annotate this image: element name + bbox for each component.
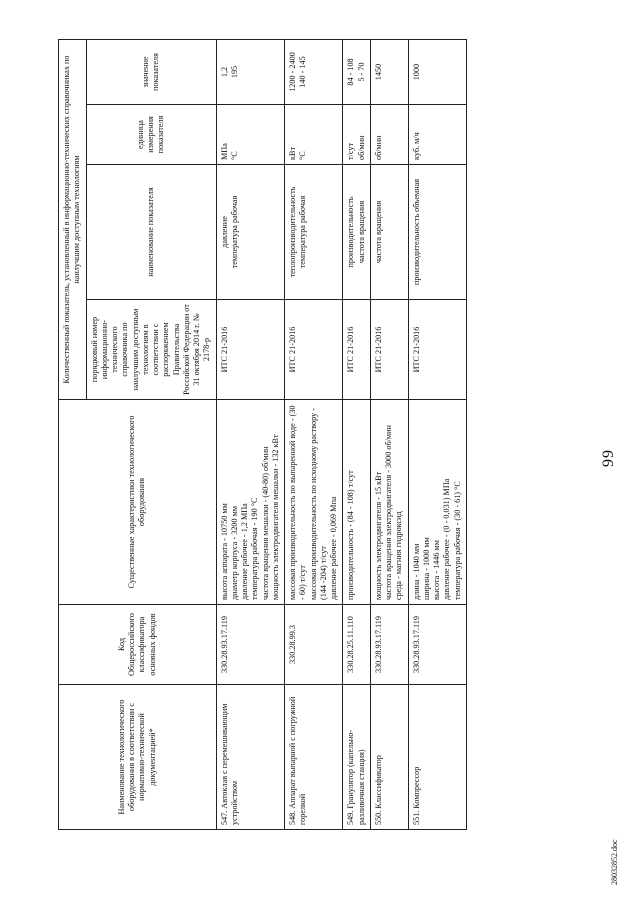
param-name: температура рабочая <box>229 195 239 269</box>
row-number: 551. <box>411 810 421 825</box>
table-row <box>370 39 408 829</box>
header-param: наименование показателя <box>86 165 216 300</box>
row-unit-cell <box>370 105 408 165</box>
row-its-cell <box>285 300 343 400</box>
row-param-cell <box>408 165 466 300</box>
param-value: 140 - 145 <box>298 56 308 88</box>
its-number: ИТС 21-2016 <box>288 326 297 373</box>
footer-code: 28032852.doc <box>610 839 619 885</box>
okof-code: 330.28.93.17.119 <box>219 616 229 674</box>
param-unit: куб. м/ч <box>411 132 421 160</box>
row-name-cell <box>285 685 343 830</box>
characteristic-line: диаметр корпуса - 3200 мм <box>229 505 239 600</box>
equipment-table <box>58 39 467 830</box>
okof-code: 330.28.93.17.119 <box>411 616 421 674</box>
page-number: 99 <box>600 449 617 467</box>
row-param-cell <box>343 165 371 300</box>
row-its-cell <box>370 300 408 400</box>
param-name: производительность <box>346 196 356 268</box>
row-name-cell <box>216 685 285 830</box>
row-param-cell <box>370 165 408 300</box>
row-unit-cell <box>343 105 371 165</box>
header-unit: единица измерения показателя <box>86 105 216 165</box>
row-number: 547. <box>219 810 229 825</box>
characteristic-line: длина - 1040 мм <box>411 543 421 600</box>
characteristic-line: частота вращения электродвигателя - 3000 об/мин <box>384 425 393 600</box>
table-row <box>408 39 466 829</box>
its-number: ИТС 21-2016 <box>219 326 229 373</box>
param-value: 195 <box>229 65 239 79</box>
equipment-name: Автоклав с перемешивающим устройством <box>219 703 239 825</box>
param-name: частота вращения <box>373 200 383 264</box>
characteristic-line: давление рабочее - 1,2 МПа <box>240 503 249 600</box>
param-value: 1450 <box>373 63 383 81</box>
characteristic-line: мощность электродвигателя - 15 кВт <box>373 471 383 600</box>
header-name: Наименование технологического оборудования в соответствии с нормативно-технической документацией* <box>59 685 217 830</box>
header-group: Количественный показатель, установленный в информационно-технических справочниках по наилучшим доступным технологиям <box>59 39 87 399</box>
equipment-name: Компрессор <box>411 766 421 809</box>
characteristic-line: мощность электродвигателя мешалки - 132 кВт <box>270 434 280 600</box>
param-name: производительность объемная <box>411 179 421 285</box>
row-value-cell <box>408 39 466 104</box>
row-code-cell <box>216 605 285 685</box>
row-code-cell <box>285 605 343 685</box>
row-name-cell <box>343 685 371 830</box>
equipment-name: Аппарат выпарной с погружной горелкой <box>288 696 308 825</box>
row-characteristics-cell <box>216 400 285 605</box>
param-value: 1,2 <box>219 66 229 78</box>
row-characteristics-cell <box>343 400 371 605</box>
characteristic-line: высота - 1446 мм <box>432 540 441 600</box>
row-unit-cell <box>216 105 285 165</box>
table-row <box>216 39 285 829</box>
okof-code: 330.28.25.11.110 <box>346 616 356 673</box>
its-number: ИТС 21-2016 <box>373 326 383 373</box>
row-characteristics-cell <box>408 400 466 605</box>
row-its-cell <box>343 300 371 400</box>
okof-code: 330.28.93.17.119 <box>373 616 383 674</box>
header-characteristics: Существенные характеристики технологического оборудования <box>59 400 217 605</box>
row-unit-cell <box>285 105 343 165</box>
equipment-name: Гранулятор (капельно-разливочная станция) <box>346 729 366 825</box>
header-value: значение показателя <box>86 39 216 104</box>
header-its: порядковый номер информационно-технического справочника по наилучшим доступным технологиям в соответствии с распоряжением Правительства Российской Федерации от 31 октября 2014 г. № 2178-р <box>86 300 216 400</box>
characteristic-line: ширина - 1000 мм <box>421 537 431 600</box>
row-value-cell <box>285 39 343 104</box>
param-unit: т/сут <box>346 142 356 160</box>
its-number: ИТС 21-2016 <box>411 326 421 373</box>
row-number: 549. <box>346 810 356 825</box>
param-name: давление <box>219 216 229 248</box>
characteristic-line: производительность - (84 - 108) т/сут <box>346 470 356 600</box>
row-code-cell <box>370 605 408 685</box>
param-unit: кВт <box>288 146 297 160</box>
its-number: ИТС 21-2016 <box>346 326 356 373</box>
characteristic-line: давление рабочее - (0 - 0,031) МПа <box>442 478 452 600</box>
row-param-cell <box>285 165 343 300</box>
param-value: 1000 <box>411 63 421 81</box>
param-value: 1200 - 2400 <box>288 52 297 92</box>
row-value-cell <box>216 39 285 104</box>
row-param-cell <box>216 165 285 300</box>
characteristic-line: частота вращения мешалки - (40-80) об/мин <box>260 446 270 600</box>
characteristic-line: массовая производительность по исходному раствору - (144 -204) т/сут <box>308 407 328 600</box>
row-characteristics-cell <box>370 400 408 605</box>
characteristic-line: среда - магния гидроксид <box>394 511 404 600</box>
characteristic-line: давление рабочее - 0,069 Мпа <box>329 496 338 600</box>
param-unit: °С <box>229 151 239 160</box>
param-name: температура рабочая <box>298 195 308 269</box>
row-number: 550. <box>373 810 383 825</box>
row-its-cell <box>216 300 285 400</box>
row-name-cell <box>370 685 408 830</box>
param-value: 84 - 108 <box>346 58 356 86</box>
characteristic-line: высота аппарата - 10750 мм <box>219 503 229 600</box>
table-row <box>343 39 371 829</box>
header-code: Код Общероссийского классификатора основных фондов <box>59 605 217 685</box>
characteristic-line: температура рабочая - (30 - 61) °С <box>452 481 462 600</box>
param-unit: об/мин <box>373 135 383 160</box>
row-its-cell <box>408 300 466 400</box>
characteristic-line: массовая производительность по выпаренной воде - (30 - 60) т/сут <box>288 405 308 600</box>
row-code-cell <box>408 605 466 685</box>
row-unit-cell <box>408 105 466 165</box>
param-unit: МПа <box>219 143 229 160</box>
header-row-1 <box>59 39 87 829</box>
row-name-cell <box>408 685 466 830</box>
equipment-name: Классификатор <box>373 755 383 809</box>
row-value-cell <box>343 39 371 104</box>
table-row <box>285 39 343 829</box>
row-number: 548. <box>288 810 297 825</box>
row-characteristics-cell <box>285 400 343 605</box>
param-unit: об/мин <box>356 135 366 160</box>
param-unit: °С <box>298 151 308 160</box>
characteristic-line: температура рабочая - 190 °С <box>250 497 260 600</box>
param-value: 5 - 70 <box>356 62 366 82</box>
row-code-cell <box>343 605 371 685</box>
param-name: теплопроизводительность <box>288 186 297 278</box>
param-name: частота вращения <box>356 200 366 264</box>
row-value-cell <box>370 39 408 104</box>
okof-code: 330.28.99.3 <box>288 625 297 664</box>
